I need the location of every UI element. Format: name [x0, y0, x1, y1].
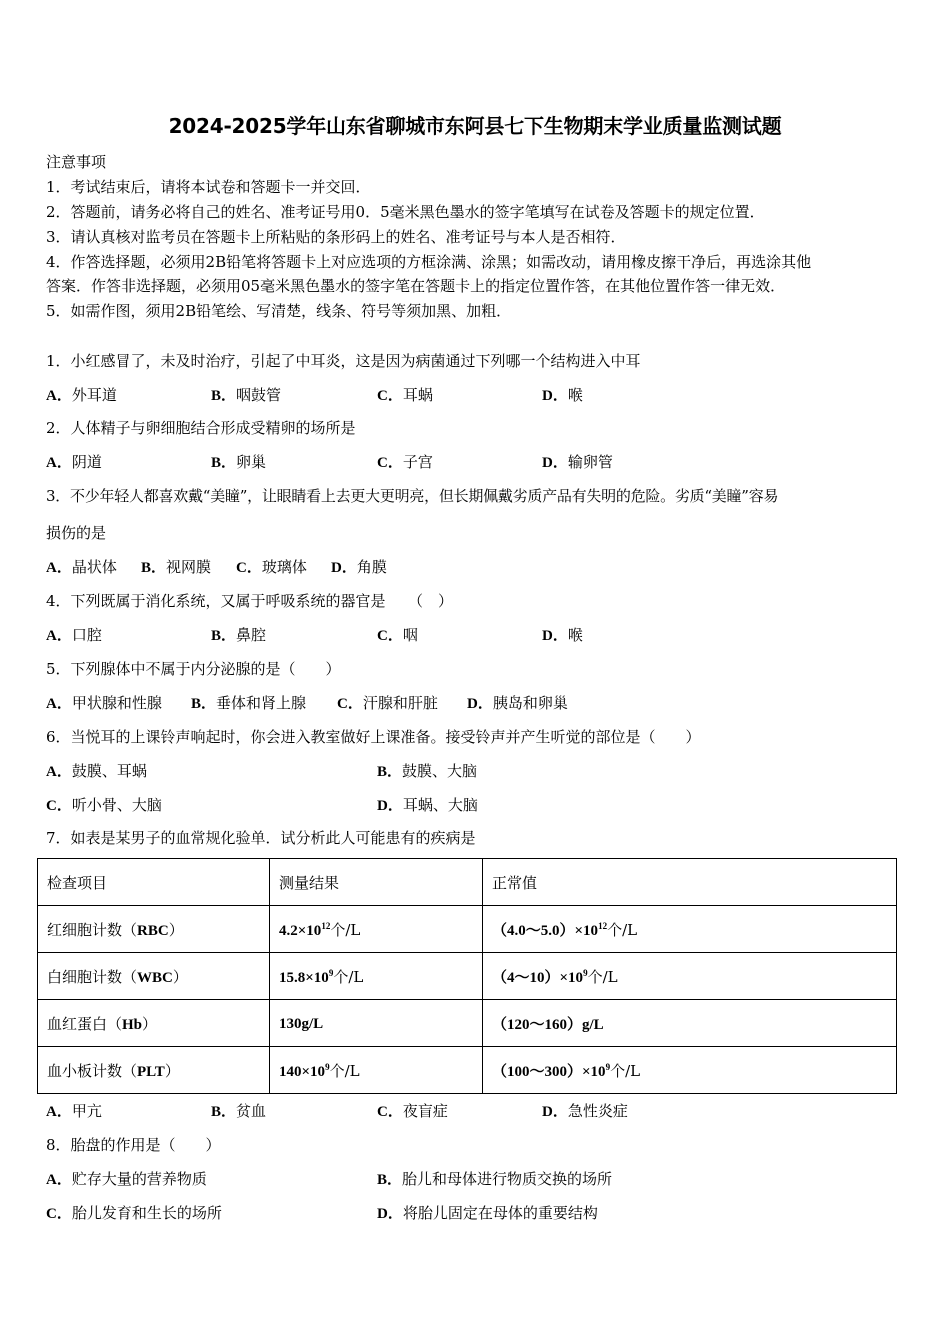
option-key: A． [46, 628, 72, 644]
q3-option-c [236, 557, 307, 578]
option-key: B． [211, 455, 237, 471]
option-key: A． [46, 1104, 72, 1120]
table-cell-result [270, 906, 483, 953]
q3-option-a [46, 557, 117, 578]
normal-unit: 个/L [607, 920, 638, 939]
item-name: 血小板计数（ [47, 1061, 138, 1080]
option-key: D． [542, 628, 568, 644]
table-cell-normal [483, 953, 897, 1000]
q2-option-a [46, 452, 102, 473]
q6-option-c [46, 795, 162, 816]
option-key: D． [542, 455, 568, 471]
q7-option-d [542, 1101, 628, 1122]
q2-option-c [377, 452, 433, 473]
note-item: 5．如需作图，须用2B铅笔绘、写清楚，线条、符号等须加黑、加粗． [46, 302, 512, 320]
question-3-stem-cont: 损伤的是 [46, 524, 107, 542]
item-abbr: WBC [137, 969, 173, 986]
table-row [38, 1047, 897, 1094]
table-cell-item [38, 1047, 270, 1094]
item-name: 红细胞计数（ [47, 920, 138, 939]
option-text: 外耳道 [71, 386, 117, 404]
option-text: 视网膜 [166, 558, 212, 576]
q7-option-a [46, 1101, 102, 1122]
note-item: 2．答题前，请务必将自己的姓名、准考证号用0．5毫米黑色墨水的签字笔填写在试卷及答题卡的规定位置． [46, 203, 765, 221]
result-unit: 个/L [333, 967, 364, 986]
option-key: D． [542, 388, 568, 404]
q6-option-b [377, 761, 477, 782]
option-key: D． [467, 696, 493, 712]
option-text: 阴道 [71, 453, 102, 471]
normal-unit: 个/L [610, 1061, 641, 1080]
result-value: 15.8×10 [279, 969, 329, 986]
table-cell-normal [483, 1000, 897, 1047]
q6-option-d [377, 795, 478, 816]
option-text: 子宫 [402, 453, 433, 471]
table-header-row [38, 859, 897, 906]
option-text: 听小骨、大脑 [71, 796, 162, 814]
normal-range: （120～160）g/L [492, 1016, 604, 1033]
note-item: 3．请认真核对监考员在答题卡上所粘贴的条形码上的姓名、准考证号与本人是否相符． [46, 228, 626, 246]
option-text: 胎儿发育和生长的场所 [71, 1204, 222, 1222]
option-text: 咽鼓管 [236, 386, 282, 404]
table-header-cell: 测量结果 [270, 859, 483, 906]
result-unit: 个/L [330, 920, 361, 939]
option-key: A． [46, 455, 72, 471]
question-6-stem: 6．当悦耳的上课铃声响起时，你会进入教室做好上课准备。接受铃声并产生听觉的部位是（ ） [46, 728, 701, 746]
q1-option-a [46, 385, 117, 406]
normal-range: （4.0～5.0）×10 [492, 922, 599, 939]
q1-option-c [377, 385, 433, 406]
q4-option-d [542, 625, 583, 646]
result-exponent: 9 [325, 1061, 330, 1072]
option-key: B． [211, 388, 237, 404]
option-text: 口腔 [71, 626, 102, 644]
option-text: 咽 [402, 626, 418, 644]
question-8-stem: 8．胎盘的作用是（ ） [46, 1136, 221, 1154]
option-text: 耳蜗 [402, 386, 433, 404]
normal-range: （100～300）×10 [492, 1063, 606, 1080]
option-key: B． [377, 764, 403, 780]
option-text: 贮存大量的营养物质 [71, 1170, 207, 1188]
question-4-stem: 4．下列既属于消化系统，又属于呼吸系统的器官是 （ ） [46, 592, 454, 610]
table-cell-result [270, 1000, 483, 1047]
option-text: 急性炎症 [567, 1102, 628, 1120]
q7-option-b [211, 1101, 266, 1122]
normal-range: （4～10）×10 [492, 969, 584, 986]
option-key: B． [211, 1104, 237, 1120]
normal-exponent: 12 [598, 920, 608, 931]
note-item: 1．考试结束后，请将本试卷和答题卡一并交回． [46, 178, 371, 196]
item-name: 血红蛋白（ [47, 1014, 123, 1033]
option-key: D． [331, 560, 357, 576]
option-text: 夜盲症 [402, 1102, 448, 1120]
option-text: 鼓膜、大脑 [402, 762, 478, 780]
question-7-stem: 7．如表是某男子的血常规化验单．试分析此人可能患有的疾病是 [46, 829, 476, 847]
normal-unit: 个/L [587, 967, 618, 986]
q4-option-c [377, 625, 418, 646]
option-key: C． [46, 798, 72, 814]
option-key: D． [542, 1104, 568, 1120]
table-cell-result [270, 1047, 483, 1094]
option-text: 甲状腺和性腺 [71, 694, 162, 712]
table-row [38, 906, 897, 953]
table-cell-normal [483, 906, 897, 953]
note-item: 答案．作答非选择题，必须用05毫米黑色墨水的签字笔在答题卡上的指定位置作答，在其他位置作答一律无效． [46, 277, 786, 295]
q2-option-b [211, 452, 266, 473]
q5-option-c [337, 693, 438, 714]
q6-option-a [46, 761, 147, 782]
q5-option-d [467, 693, 568, 714]
q3-option-b [141, 557, 211, 578]
option-text: 将胎儿固定在母体的重要结构 [402, 1204, 598, 1222]
option-key: C． [236, 560, 262, 576]
q8-option-b [377, 1169, 612, 1190]
table-cell-item [38, 906, 270, 953]
option-key: A． [46, 560, 72, 576]
option-key: C． [337, 696, 363, 712]
option-key: C． [46, 1206, 72, 1222]
option-key: D． [377, 798, 403, 814]
option-text: 喉 [567, 386, 583, 404]
option-key: C． [377, 388, 403, 404]
q3-option-d [331, 557, 387, 578]
item-abbr: Hb [122, 1016, 143, 1033]
q2-option-d [542, 452, 613, 473]
option-key: B． [211, 628, 237, 644]
blood-test-table [37, 858, 897, 1094]
option-text: 垂体和肾上腺 [216, 694, 307, 712]
option-text: 耳蜗、大脑 [402, 796, 478, 814]
option-text: 卵巢 [236, 453, 267, 471]
item-abbr: RBC [137, 922, 169, 939]
option-text: 甲亢 [71, 1102, 102, 1120]
option-key: C． [377, 455, 403, 471]
result-exponent: 9 [328, 967, 334, 978]
page-title: 2024-2025学年山东省聊城市东阿县七下生物期末学业质量监测试题 [168, 114, 782, 138]
question-5-stem: 5．下列腺体中不属于内分泌腺的是（ ） [46, 660, 341, 678]
q4-option-a [46, 625, 102, 646]
result-unit: 个/L [329, 1061, 360, 1080]
option-text: 晶状体 [71, 558, 117, 576]
q8-option-a [46, 1169, 207, 1190]
option-key: D． [377, 1206, 403, 1222]
item-abbr: PLT [137, 1063, 165, 1080]
option-text: 胎儿和母体进行物质交换的场所 [402, 1170, 613, 1188]
normal-exponent: 9 [605, 1061, 611, 1072]
option-key: B． [191, 696, 217, 712]
option-key: A． [46, 696, 72, 712]
item-end: ） [168, 920, 184, 939]
option-key: B． [141, 560, 167, 576]
option-text: 喉 [567, 626, 583, 644]
table-cell-item [38, 953, 270, 1000]
result-value: 140×10 [279, 1063, 326, 1080]
result-value: 4.2×10 [279, 922, 322, 939]
notes-heading: 注意事项 [46, 153, 107, 171]
note-item: 4．作答选择题，必须用2B铅笔将答题卡上对应选项的方框涂满、涂黑；如需改动，请用橡皮擦干净后，再选涂其他 [46, 253, 812, 271]
option-key: B． [377, 1172, 403, 1188]
result-value: 130g/L [279, 1015, 324, 1032]
option-text: 鼓膜、耳蜗 [71, 762, 147, 780]
option-text: 胰岛和卵巢 [492, 694, 568, 712]
item-name: 白细胞计数（ [47, 967, 138, 986]
q8-option-d [377, 1203, 598, 1224]
q5-option-a [46, 693, 162, 714]
table-cell-result [270, 953, 483, 1000]
item-end: ） [142, 1014, 158, 1033]
option-key: C． [377, 1104, 403, 1120]
q5-option-b [191, 693, 306, 714]
table-header-cell: 检查项目 [38, 859, 270, 906]
item-end: ） [172, 967, 188, 986]
normal-exponent: 9 [583, 967, 588, 978]
option-key: C． [377, 628, 403, 644]
question-3-stem: 3．不少年轻人都喜欢戴“美瞳”，让眼睛看上去更大更明亮，但长期佩戴劣质产品有失明的危险。劣质“美瞳”容易 [46, 487, 779, 505]
table-cell-normal [483, 1047, 897, 1094]
q7-option-c [377, 1101, 448, 1122]
q1-option-b [211, 385, 281, 406]
table-row [38, 1000, 897, 1047]
table-header-cell: 正常值 [483, 859, 897, 906]
question-2-stem: 2．人体精子与卵细胞结合形成受精卵的场所是 [46, 419, 356, 437]
item-end: ） [164, 1061, 180, 1080]
table-row [38, 953, 897, 1000]
option-text: 输卵管 [567, 453, 613, 471]
q4-option-b [211, 625, 266, 646]
option-text: 汗腺和肝脏 [362, 694, 438, 712]
option-text: 玻璃体 [261, 558, 307, 576]
option-text: 角膜 [356, 558, 387, 576]
table-cell-item [38, 1000, 270, 1047]
option-key: A． [46, 388, 72, 404]
q1-option-d [542, 385, 583, 406]
question-1-stem: 1．小红感冒了，未及时治疗，引起了中耳炎，这是因为病菌通过下列哪一个结构进入中耳 [46, 352, 641, 370]
option-key: A． [46, 764, 72, 780]
q8-option-c [46, 1203, 222, 1224]
option-text: 鼻腔 [236, 626, 267, 644]
option-key: A． [46, 1172, 72, 1188]
result-exponent: 12 [321, 920, 331, 931]
option-text: 贫血 [236, 1102, 267, 1120]
